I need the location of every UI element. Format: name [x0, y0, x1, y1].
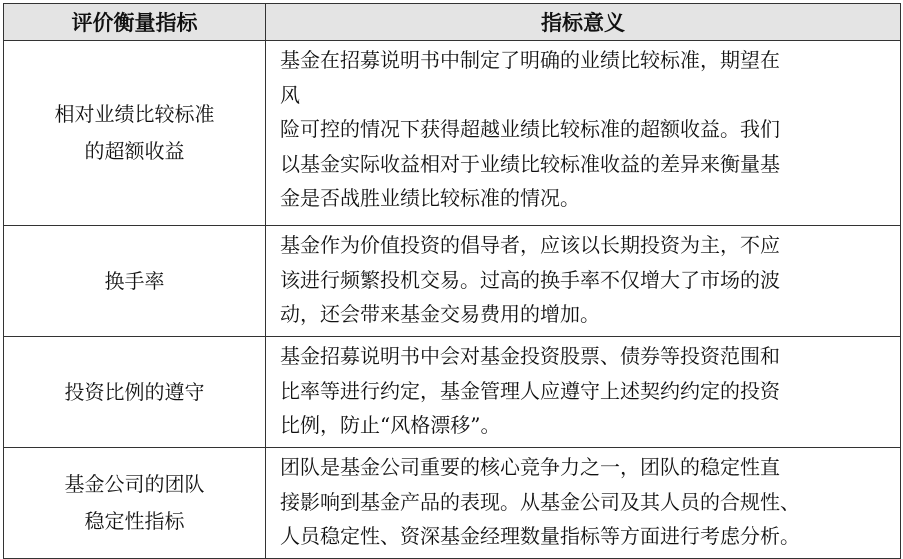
metric-line: 投资比例的遵守 [64, 379, 205, 404]
meaning-line: 该进行频繁投机交易。过高的换手率不仅增大了市场的波 [280, 267, 780, 292]
meaning-line: 以基金实际收益相对于业绩比较标准收益的差异来衡量基 [280, 151, 780, 176]
meaning-line: 基金作为价值投资的倡导者，应该以长期投资为主，不应 [280, 233, 780, 257]
metric-line: 的超额收益 [84, 139, 185, 163]
metric-line: 稳定性指标 [84, 509, 185, 533]
meaning-cell [266, 448, 901, 559]
table-row [4, 226, 901, 337]
evaluation-metrics-table [3, 3, 901, 559]
meaning-line: 接影响到基金产品的表现。从基金公司及其人员的合规性、 [280, 489, 800, 514]
metric-line: 相对业绩比较标准 [54, 102, 215, 126]
meaning-line: 风 [280, 82, 300, 107]
meaning-line: 人员稳定性、资深基金经理数量指标等方面进行考虑分析。 [280, 524, 800, 548]
table-row [4, 448, 901, 559]
meaning-line: 基金在招募说明书中制定了明确的业绩比较标准，期望在 [280, 48, 780, 72]
header-metric: 评价衡量指标 [4, 4, 266, 41]
meaning-line: 动，还会带来基金交易费用的增加。 [280, 302, 600, 326]
metric-cell [4, 337, 266, 448]
header-meaning: 指标意义 [266, 4, 901, 41]
metric-cell [4, 448, 266, 559]
meaning-cell [266, 226, 901, 337]
meaning-line: 比例，防止“风格漂移”。 [280, 413, 501, 437]
meaning-line: 险可控的情况下获得超越业绩比较标准的超额收益。我们 [280, 117, 780, 141]
meaning-line: 基金招募说明书中会对基金投资股票、债券等投资范围和 [280, 344, 780, 368]
meaning-line: 金是否战胜业绩比较标准的情况。 [280, 186, 580, 210]
meaning-cell [266, 337, 901, 448]
metric-cell [4, 226, 266, 337]
meaning-line: 比率等进行约定，基金管理人应遵守上述契约约定的投资 [280, 378, 780, 403]
meaning-cell [266, 41, 901, 226]
metric-line: 换手率 [104, 268, 165, 293]
table-row [4, 41, 901, 226]
metric-line: 基金公司的团队 [64, 472, 205, 496]
table-row [4, 337, 901, 448]
metric-cell [4, 41, 266, 226]
meaning-line: 团队是基金公司重要的核心竞争力之一，团队的稳定性直 [280, 455, 780, 479]
header-row [4, 4, 901, 41]
